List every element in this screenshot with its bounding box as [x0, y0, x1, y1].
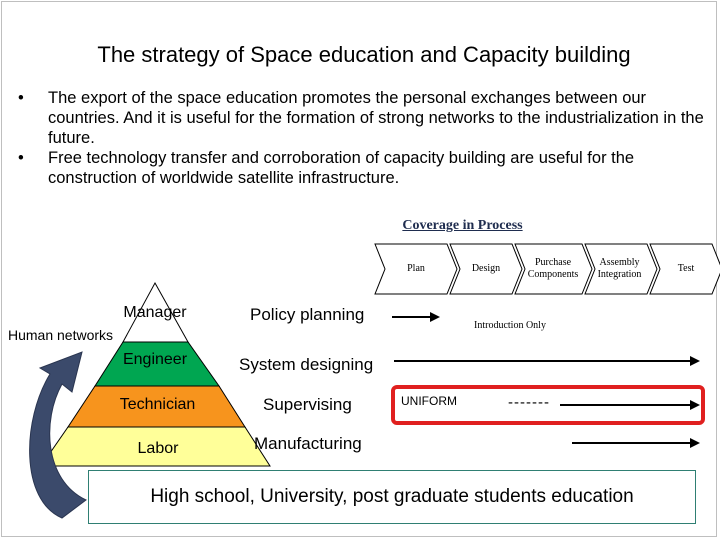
coverage-title: Coverage in Process — [402, 218, 523, 233]
human-networks-label: Human networks — [8, 327, 114, 343]
stage-test — [660, 244, 712, 294]
bullet-marker: • — [18, 149, 24, 167]
stage-label: Assembly Integration — [597, 257, 642, 280]
coverage-arrows — [392, 312, 700, 448]
stage-purchase-components — [522, 244, 584, 294]
arrowhead-manufacturing — [690, 438, 700, 448]
pyramid-label-labor: Labor — [137, 440, 179, 457]
introduction-note: Introduction Only — [474, 320, 546, 331]
stage-label: Purchase Components — [527, 257, 579, 280]
role-system-designing: System designing — [239, 355, 374, 374]
slide-title: The strategy of Space education and Capacity building — [97, 42, 631, 67]
stage-label: Plan — [407, 263, 425, 274]
pyramid-label-manager: Manager — [123, 304, 187, 321]
stage-label: Test — [677, 263, 695, 274]
bullet-text: Free technology transfer and corroboration of capacity building are useful for the construction of worldwide satellite infrastructure. — [48, 149, 635, 187]
arrowhead-design — [690, 356, 700, 366]
stage-design — [460, 244, 512, 294]
stage-plan — [385, 244, 447, 294]
pyramid-label-engineer: Engineer — [122, 351, 188, 368]
arrowhead-policy — [430, 312, 440, 322]
stage-assembly-integration — [592, 244, 647, 294]
education-banner-text: High school, University, post graduate students education — [150, 486, 634, 507]
uniform-label: UNIFORM — [401, 394, 457, 408]
bullet-text: The export of the space education promotes the personal exchanges between our countries. And it is useful for the formation of strong networks to the industrialization in the future. — [48, 89, 704, 147]
education-banner — [88, 470, 696, 524]
uniform-dashes: ------- — [508, 394, 550, 411]
role-manufacturing: Manufacturing — [254, 434, 362, 453]
role-supervising: Supervising — [263, 395, 352, 414]
pyramid-label-technician: Technician — [119, 396, 196, 413]
bullet-marker: • — [18, 89, 24, 107]
stage-label: Design — [471, 263, 501, 274]
role-policy-planning: Policy planning — [250, 305, 365, 324]
